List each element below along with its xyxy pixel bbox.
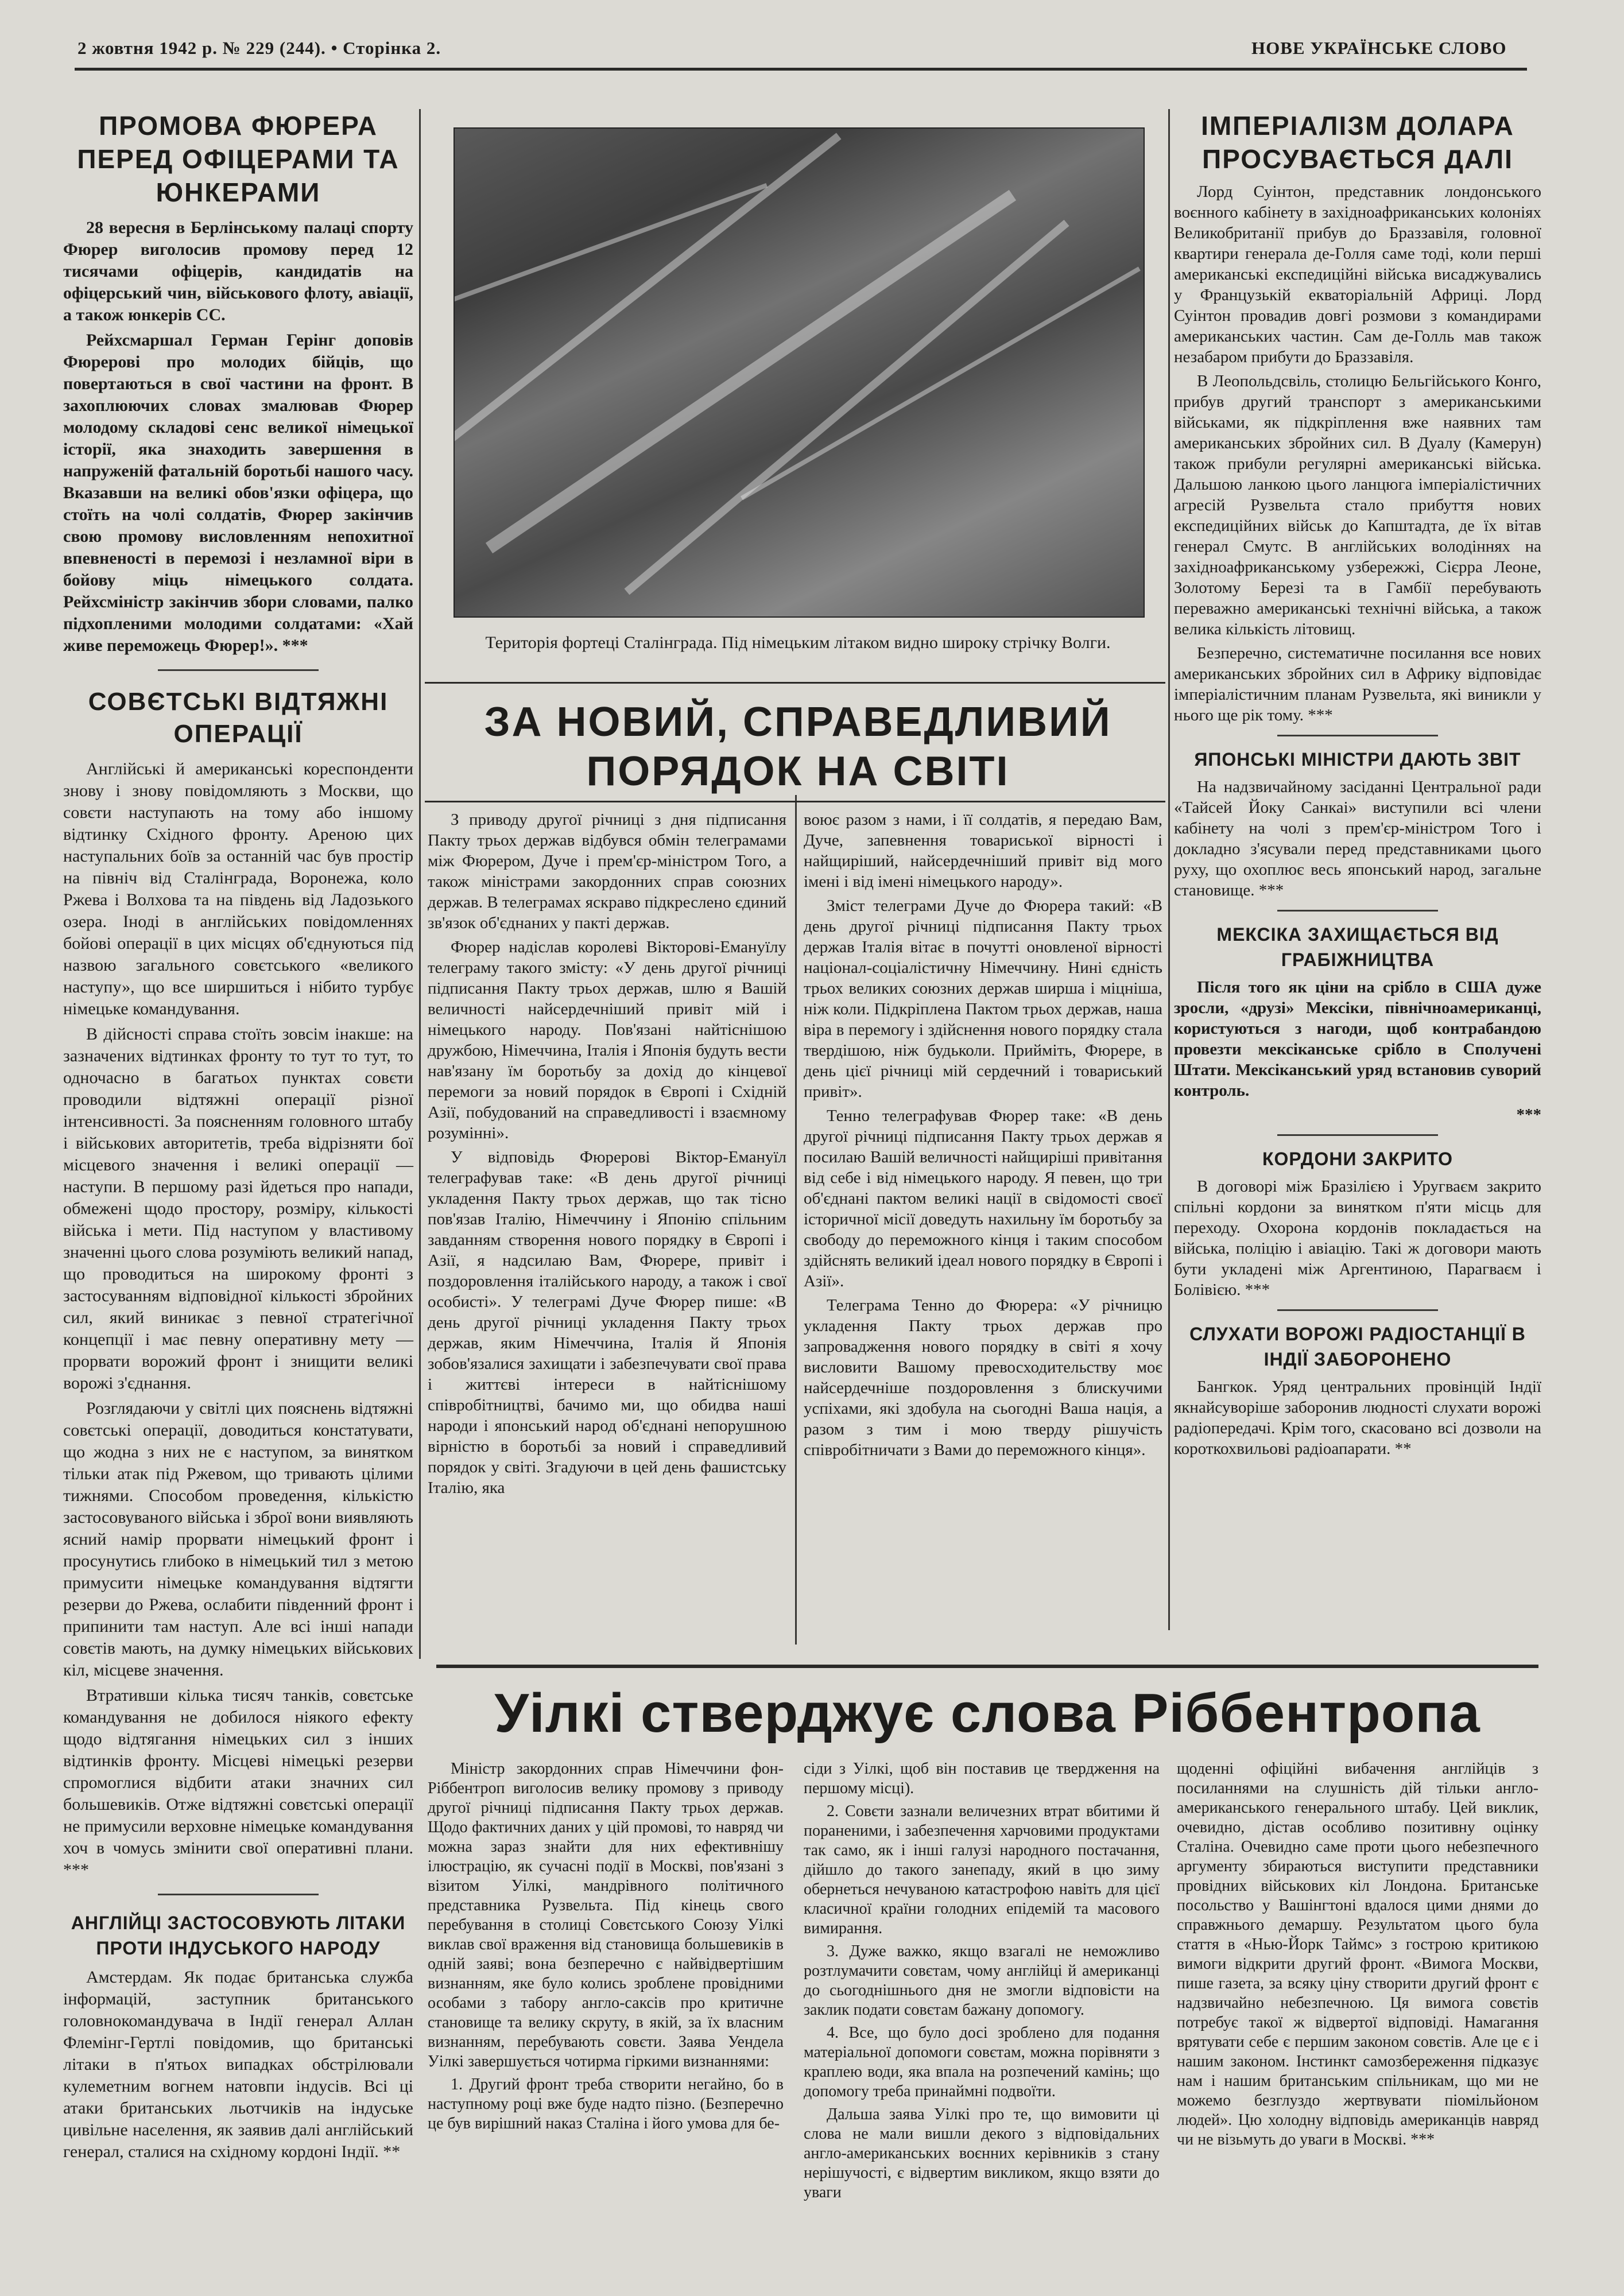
- pact-paragraph: З приводу другої річниці з дня підписання Пакту трьох держав відбувся обмін телеграмами між Фюрером, Дуче і прем'єр-міністром Того, а також міністрами закордонних справ союзних держав. В телеграмах яскраво підкреслено єдиний зв'язок об'єднаних у пакті держав.: [428, 810, 786, 932]
- masthead-rule: [75, 68, 1527, 71]
- caption-rule: [425, 682, 1165, 684]
- willkie-column-2: [804, 1759, 1160, 2206]
- borders-paragraph: В договорі між Бразілією і Уругваєм закрито спільні кордони за винятком п'яти місць для переходу. Охорона кордонів покладається на війська, поліцію і авіацію. Такі ж договори мають бути укладені між Аргентиною, Парагваєм і Болівією. ***: [1174, 1177, 1541, 1299]
- column-rule: [1168, 109, 1170, 1630]
- willkie-paragraph: 1. Другий фронт треба створити негайно, бо в наступному році вже буде надто пізно. (Безперечно це був вирішний наказ Сталіна і його умова для бе-: [428, 2076, 784, 2132]
- willkie-paragraph: 2. Совєти зазнали величезних втрат вбитими й пораненими, і забезпечення харчовими продуктами так само, як і інші галузі народного постачання, дійшло до такого занепаду, який в цю зиму обернеться нечуваною катастрофою навіть для цієї класичної країни голодних епідемій та масового вимирання.: [804, 1802, 1160, 1937]
- pact-headline: ЗА НОВИЙ, СПРАВЕДЛИВИЙ ПОРЯДОК НА СВІТІ: [484, 699, 1112, 794]
- soviet-paragraph: Розглядаючи у світлі цих пояснень відтяжні совєтські операції, доводиться констатувати, що жодна з них не є наступом, за винятком тільки атак під Ржевом, що тривають цілими тижнями. Способом проведення, кількістю застосовуваного війська і зброї вони виявляють ясний намір прорвати німецький фронт і просунутись глибоко в німецький тил з метою примусити німецьке командування відтягти резерви до Ржева, ослабити південний фронт і припинити там наступ. Але всі інші напади совєтів мають, на думку німецьких військових кіл, місцеве значення.: [63, 1399, 413, 1680]
- pact-paragraph: Телеграма Тенно до Фюрера: «У річницю укладення Пакту трьох держав про запровадження нового порядку в світі я хочу висловити Вашому превосходительству моє найсердечніше поздоровлення з блискучими успіхами, які здобула на сьогодні Ваша нація, а разом з тим і мою тверду рішучість співробітничати з Вами до переможного кінця».: [804, 1296, 1162, 1459]
- willkie-paragraph: Дальша заява Уілкі про те, що вимовити ці слова не мали вишли декого з відповідальних англо-американських воєнних керівників з стану нерішучості, є відвертим викликом, якщо взяти до уваги: [804, 2105, 1160, 2201]
- willkie-paragraph: сіди з Уілкі, щоб він поставив це твердження на першому місці).: [804, 1760, 1160, 1797]
- soviet-paragraph: Втративши кілька тисяч танків, совєтське командування не добилося ніякого ефекту щодо відтягання німецьких сил з інших відтинків фронту. Місцеві німецькі резерви спромоглися відбити атаки значних сил большевиків. Отже відтяжні совєтські операції не примусили верховне німецьке командування хоч в чомусь змінити свої оперативні плани. ***: [63, 1686, 413, 1879]
- fuhrer-paragraph: 28 вересня в Берлінському палаці спорту Фюрер виголосив промову перед 12 тисячами офіцерів, кандидатів на офіцерський чин, військового флоту, авіації, а також юнкерів СС.: [63, 218, 413, 324]
- divider: [158, 1894, 319, 1895]
- imperialism-paragraph: Лорд Суінтон, представник лондонського воєнного кабінету в західноафриканських колоніях Великобританії прибув до Браззавіля, головної квартири генерала де-Голля саме тоді, коли перші американські експедиційні війська висаджувались у Французькій екваторіальній Африці. Лорд Суінтон провадив довгі розмови з командирами американських частин. Сам де-Голль мав також незабаром прибути до Браззавіля.: [1174, 183, 1541, 366]
- english-planes-paragraph: Амстердам. Як подає британська служба інформацій, заступник британського головнокомандувача в Індії генерал Аллан Флемінг-Гертлі повідомив, що британські літаки в п'ятьох випадках обстрілювали кулеметним вогнем натовпи індусів. Всі ці атаки британських льотчиків на індуське цивільне населення, як заявив далі англійський генерал, сталися на східному кордоні Індії. **: [63, 1968, 413, 2161]
- japan-paragraph: На надзвичайному засіданні Центральної ради «Тайсей Йоку Санкаі» виступили всі члени кабінету на чолі з прем'єр-міністром Того і докладно з'ясували перед представниками цього руху, що охоплює весь японський народ, загальне становище. ***: [1174, 778, 1541, 899]
- photo-caption: Територія фортеці Сталінграда. Під німецьким літаком видно широку стрічку Волги.: [485, 633, 1111, 652]
- willkie-paragraph: Міністр закордонних справ Німеччини фон-Ріббентроп виголосив велику промову з приводу другої річниці підписання Пакту трьох держав. Щодо фактичних даних у цій промові, то навряд чи можна зараз знайти для них ефективнішу ілюстрацію, як сучасні події в Москві, пов'язані з візитом Уілкі, мандрівного політичного представника Рузвельта. Під кінець свого перебування в столиці Совєтського Союзу Уілкі виклав свої враження від становища большевиків в одній заяві; вона безперечно є найвідвертішим визнанням, яке було колись зроблене провідними особами з табору англо-саксів про критичне становище та велику скруту, в якій, за їх власним визнанням, перебувають совєти. Заява Уендела Уілкі завершується чотирма гіркими визнаннями:: [428, 1760, 784, 2070]
- imperialism-paragraph: В Леопольдсвіль, столицю Бельгійського Конго, прибув другий транспорт з американськими військами, як підкріплення вже наявних там американських збройних сил. В Дуалу (Камерун) також прибули регулярні американські війська. Дальшою ланкою цього ланцюга імперіалістичних агресій Рузвельта стало прибуття нових експедиційних військ до Капштадта, де їх вітав генерал Смутс. В англійських володіннях на західноафриканському узбережжі, Сієрра Леоне, Золотому Березі та в Гамбії перебувають переважно американські технічні війська, а також велика кількість літовищ.: [1174, 372, 1541, 638]
- divider: [1277, 735, 1438, 736]
- imperialism-headline: ІМПЕРІАЛІЗМ ДОЛАРА ПРОСУВАЄТЬСЯ ДАЛІ: [1201, 111, 1514, 174]
- mexico-headline: МЕКСІКА ЗАХИЩАЄТЬСЯ ВІД ГРАБІЖНИЦТВА: [1216, 924, 1499, 970]
- mexico-paragraph: Після того як ціни на срібло в США дуже зросли, «друзі» Мексіки, північноамериканці, користуються з нагоди, щоб контрабандою провезти мексіканське срібло в Сполучені Штати. Мексіканський уряд встановив суворий контроль.: [1174, 978, 1541, 1100]
- pact-paragraph: У відповідь Фюрерові Віктор-Емануїл телеграфував таке: «В день другої річниці укладення Пакту трьох держав, що так тісно пов'язав Італію, Німеччину і Японію спільним завданням створення нового порядку в Європі і Азії, я надсилаю Вам, Фюрере, привіт і поздоровлення італійського народу, а також і свої особисті». У телеграмі Дуче Фюрер пише: «В день другої річниці укладення Пакту трьох держав, яким Німеччина, Італія й Японія зобов'язалися захищати і забезпечувати свої права і життєві інтереси в найтіснішому співробітництві, бачимо ми, що обидва наші народи і японський народ об'єднані непорушною вірністю в боротьбі за новий і справедливий порядок у світі. Згадуючи в цей день фашистську Італію, яка: [428, 1148, 786, 1497]
- stalingrad-aerial-photo: [454, 127, 1145, 618]
- willkie-paragraph: щоденні офіційні вибачення англійців з посиланнями на слушність дій тільки англо-американського генерального штабу. Цей виклик, очевидно, дістав особливо позитивну оцінку Сталіна. Очевидно саме проти цього небезпечного аргументу збираються виступити представники провідних військових кіл Лондона. Британське посольство у Вашінгтоні вдалося цими днями до справжнього демаршу. Результатом цього була стаття в «Нью-Йорк Таймс» з гострою критикою вимоги відкрити другий фронт. «Вимога Москви, пише газета, за всяку ціну створити другий фронт є надзвичайно небезпечною. Ця вимога совєтів потребує такої ж відвертої відповіді. Намагання врятувати себе є першим законом совєтів. Але це є і нашим законом. Інстинкт самозбереження підказує нам і нашим британським спільникам, що ми не можемо безглуздо жертвувати піомільйоном людей». Цю холодну відповідь американців навряд чи не візьмуть до уваги в Москві. ***: [1177, 1760, 1538, 2148]
- divider: [158, 669, 319, 671]
- pact-paragraph: Фюрер надіслав королеві Вікторові-Емануїлу телеграму такого змісту: «У день другої річниці підписання Пакту трьох держав, шлю я Вашій величності найсердечніший привіт мій і німецького народу. Пов'язані найтіснішою дружбою, Німеччина, Італія і Японія будуть вести нав'язану їм боротьбу за дохід до кінцевої перемоги за новий порядок в Європі і Східній Азії, побудований на справедливості і взаємному розумінні».: [428, 938, 786, 1142]
- divider: [1277, 910, 1438, 912]
- column-rule: [419, 109, 421, 1659]
- pact-column-1: [428, 809, 786, 1502]
- pact-paragraph: Тенно телеграфував Фюрер таке: «В день другої річниці підписання Пакту трьох держав я посилаю Вашій величності найщиріші привітання від себе і від німецького народу. Я певен, що три об'єднані пактом великі нації в свідомості своєї історичної місії доведуть нахильну їм боротьбу за свободу до переможного кінця і таким способом здійснять великий ідеал нового порядку в Європі і Азії».: [804, 1107, 1162, 1290]
- pact-paragraph: Зміст телеграми Дуче до Фюрера такий: «В день другої річниці підписання Пакту трьох держав Італія вітає в почутті оновленої вірності націонал-соціалістичну Німеччину. Нині єдність трьох великих союзних держав ширша і міцніша, ніж коли. Підкріплена Пактом трьох держав, наша віра в перемогу і здійснення нового порядку стала твердішою, ніж будьколи. Прийміть, Фюрере, в день цієї річниці мій сердечний і товариський привіт».: [804, 897, 1162, 1101]
- imperialism-paragraph: Безперечно, систематичне посилання все нових американських збройних сил в Африку відповідає імперіалістичним планам Рузвельта, які виникли у нього ще рік тому. ***: [1174, 644, 1541, 724]
- divider: [1277, 1134, 1438, 1136]
- willkie-top-rule: [436, 1665, 1538, 1668]
- willkie-paragraph: 3. Дуже важко, якщо взагалі не неможливо розтлумачити совєтам, чому англійці й американці до сьогоднішнього дня не змогли відповісти на заклик подати совєтам бажану допомогу.: [804, 1942, 1160, 2019]
- pact-rule: [425, 801, 1165, 802]
- fuhrer-paragraph: Рейхсмаршал Герман Герінг доповів Фюрерові про молодих бійців, що повертаються в свої частини на фронт. В захоплюючих словах змалював Фюрер молодому складові сенс великої німецької історії, яка знаходить завершення в напруженій фатальній боротьбі нашого часу. Вказавши на великі обов'язки офіцера, що стоїть на чолі солдатів, Фюрер закінчив свою промову висловленням непохитної впевненості в перемозі і незламної віри в бойову міць німецького солдата. Рейхсміністр закінчив збори словами, палко підхопленими молодими солдатами: «Хай живе переможець Фюрер!». ***: [63, 331, 413, 655]
- soviet-paragraph: В дійсності справа стоїть зовсім інакше: на зазначених відтинках фронту то тут то тут, то одночасно в багатьох пунктах совєти проводили відтяжні операції різної інтенсивності. За поясненням головного штабу і військових авторитетів, треба відрізняти бої місцевого значення і великі операції — наступи. В першому разі йдеться про напади, обмежені щодо простору, розміру, кількості війська і мети. Під наступом у властивому значенні цього слова розуміють великий напад, що проводиться на широкому фронті з застосуванням відповідної кількості збройних сил, який виникає з певної стратегічної концепції і має певну оперативну мету — прорвати ворожий фронт і знищити великі ворожі з'єднання.: [63, 1025, 413, 1393]
- right-column: [1174, 109, 1541, 1463]
- english-planes-headline: АНГЛІЙЦІ ЗАСТОСОВУЮТЬ ЛІТАКИ ПРОТИ ІНДУСЬКОГО НАРОДУ: [71, 1913, 406, 1958]
- paper-name: НОВЕ УКРАЇНСЬКЕ СЛОВО: [1251, 38, 1507, 58]
- borders-headline: КОРДОНИ ЗАКРИТО: [1262, 1149, 1454, 1169]
- end-stars: ***: [1516, 1106, 1541, 1124]
- willkie-column-1: [428, 1759, 784, 2137]
- fuhrer-speech-headline: ПРОМОВА ФЮРЕРА ПЕРЕД ОФІЦЕРАМИ ТА ЮНКЕРАМИ: [77, 111, 400, 207]
- divider: [1277, 1309, 1438, 1311]
- pact-column-2: [804, 809, 1162, 1464]
- japan-headline: ЯПОНСЬКІ МІНІСТРИ ДАЮТЬ ЗВІТ: [1194, 749, 1521, 770]
- radio-headline: СЛУХАТИ ВОРОЖІ РАДІОСТАНЦІЇ В ІНДІЇ ЗАБОРОНЕНО: [1189, 1324, 1526, 1370]
- radio-paragraph: Бангкок. Уряд центральних провінцій Індії якнайсуворіше заборонив людності слухати ворожі радіопередачі. Крім того, скасовано всі дозволи на короткохвильові радіоапарати. **: [1174, 1378, 1541, 1458]
- willkie-column-3: [1177, 1759, 1538, 2153]
- soviet-ops-headline: СОВЄТСЬКІ ВІДТЯЖНІ ОПЕРАЦІЇ: [88, 688, 389, 748]
- willkie-paragraph: 4. Все, що було досі зроблено для подання матеріальної допомоги совєтам, можна порівняти з краплею води, яка впала на розпечений камінь; що допомогу треба принаймні подвоїти.: [804, 2024, 1160, 2100]
- willkie-headline: Уілкі стверджує слова Ріббентропа: [494, 1682, 1480, 1744]
- pact-paragraph: воює разом з нами, і її солдатів, я передаю Вам, Дуче, запевнення товариської вірності і найщиріший, найсердечніший привіт від мого імені і від імені німецького народу».: [804, 810, 1162, 891]
- soviet-paragraph: Англійські й американські кореспонденти знову і знову повідомляють з Москви, що совєти наступають на тому або іншому відтинку Східного фронту. Ареною цих наступальних боїв за останній час був простір на північ від Сталінграда, Воронежа, коло Ржева і Волхова та на південь від Ладозького озера. Іноді в англійських повідомленнях бойові операції в цих місцях об'єднуються під назвою загального совєтського «великого наступу», що все ширшиться і нібито турбує німецьке командування.: [63, 759, 413, 1018]
- column-rule: [795, 795, 797, 1645]
- left-column: [63, 109, 413, 2166]
- issue-date: 2 жовтня 1942 р. № 229 (244). • Сторінка 2.: [77, 38, 441, 58]
